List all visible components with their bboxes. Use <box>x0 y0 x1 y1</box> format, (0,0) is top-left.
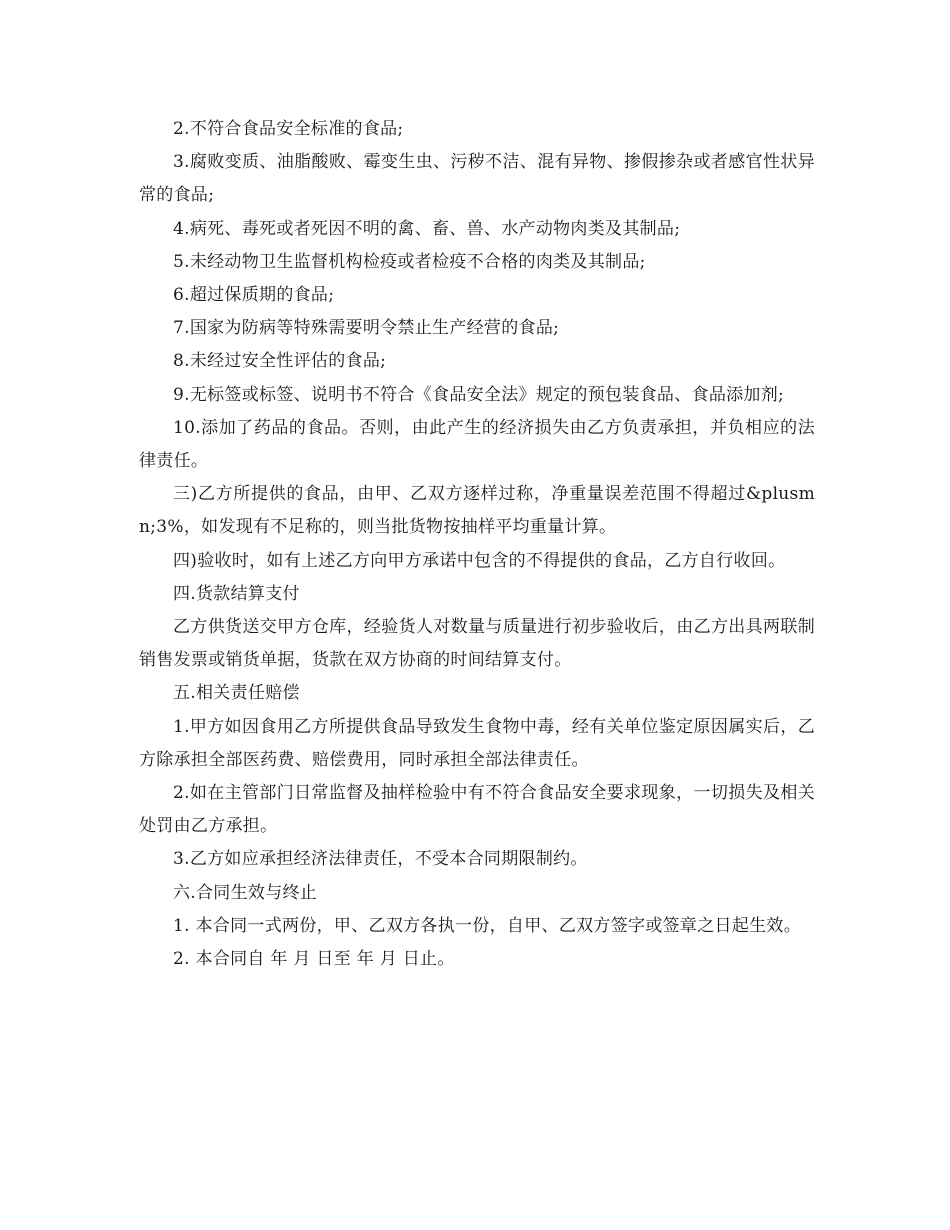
clause-item-8: 8.未经过安全性评估的食品; <box>173 351 387 372</box>
clause-item-3: 3.腐败变质、油脂酸败、霉变生虫、污秽不洁、混有异物、掺假掺杂或者感官性状异常的食品; <box>139 152 815 206</box>
section-heading-liability: 五.相关责任赔偿 <box>173 683 300 704</box>
clause-liability-3: 3.乙方如应承担经济法律责任，不受本合同期限制约。 <box>173 849 588 870</box>
clause-item-5: 5.未经动物卫生监督机构检疫或者检疫不合格的肉类及其制品; <box>173 251 646 272</box>
clause-payment: 乙方供货送交甲方仓库，经验货人对数量与质量进行初步验收后，由乙方出具两联制销售发票或销货单据，货款在双方协商的时间结算支付。 <box>139 617 815 671</box>
section-heading-payment: 四.货款结算支付 <box>173 583 300 604</box>
clause-liability-2: 2.如在主管部门日常监督及抽样检验中有不符合食品安全要求现象，一切损失及相关处罚由乙方承担。 <box>139 783 815 837</box>
clause-effect-2: 2. 本合同自 年 月 日至 年 月 日止。 <box>173 949 455 970</box>
clause-liability-1: 1.甲方如因食用乙方所提供食品导致发生食物中毒，经有关单位鉴定原因属实后，乙方除承担全部医药费、赔偿费用，同时承担全部法律责任。 <box>139 716 815 770</box>
clause-item-6: 6.超过保质期的食品; <box>173 285 335 306</box>
clause-weight-tolerance: 三)乙方所提供的食品，由甲、乙双方逐样过称，净重量误差范围不得超过&plusmn;3%，如发现有不足称的，则当批货物按抽样平均重量计算。 <box>139 484 815 538</box>
clause-item-4: 4.病死、毒死或者死因不明的禽、畜、兽、水产动物肉类及其制品; <box>173 218 681 239</box>
section-heading-effect: 六.合同生效与终止 <box>173 882 318 903</box>
clause-item-10: 10.添加了药品的食品。否则，由此产生的经济损失由乙方负责承担，并负相应的法律责任。 <box>139 417 815 472</box>
clause-item-7: 7.国家为防病等特殊需要明令禁止生产经营的食品; <box>173 318 560 339</box>
clause-acceptance-return: 四)验收时，如有上述乙方向甲方承诺中包含的不得提供的食品，乙方自行收回。 <box>173 550 786 571</box>
clause-item-2: 2.不符合食品安全标准的食品; <box>173 119 404 139</box>
contract-body <box>139 113 815 976</box>
clause-item-9: 9.无标签或标签、说明书不符合《食品安全法》规定的预包装食品、食品添加剂; <box>173 384 785 405</box>
clause-effect-1: 1. 本合同一式两份，甲、乙双方各执一份，自甲、乙双方签字或签章之日起生效。 <box>173 915 802 936</box>
